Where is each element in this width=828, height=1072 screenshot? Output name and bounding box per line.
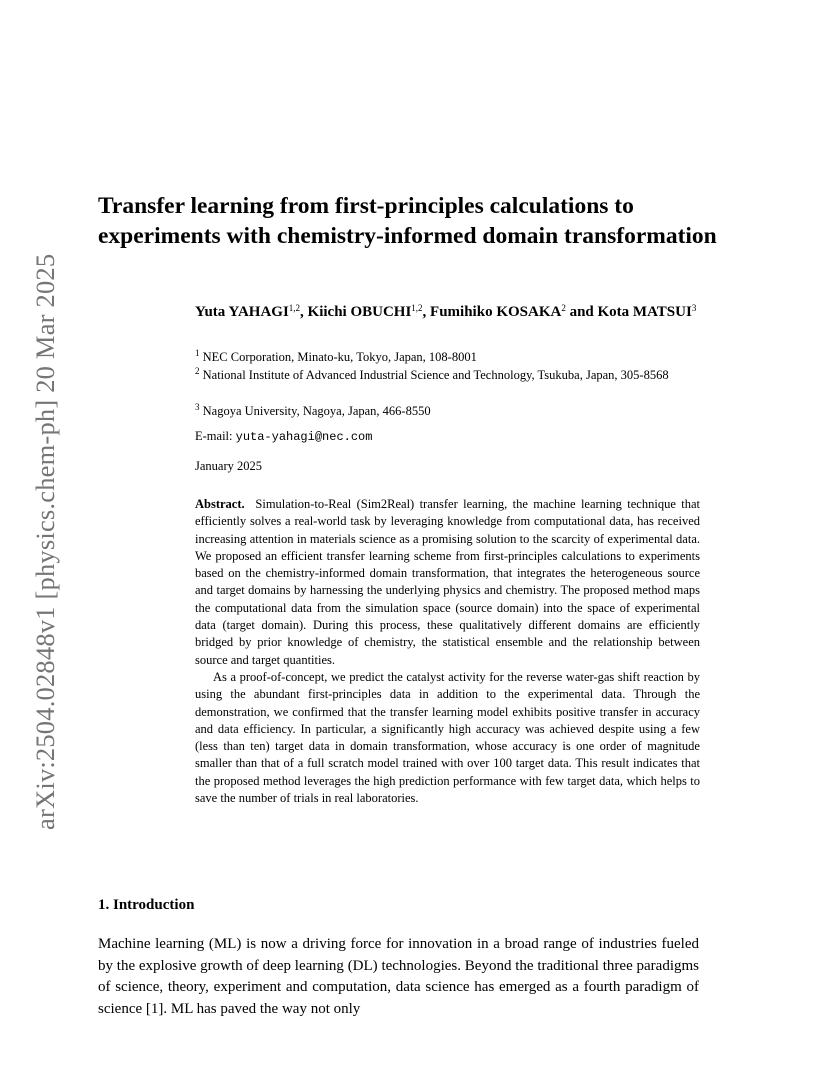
email-address[interactable]: yuta-yahagi@nec.com: [235, 430, 373, 444]
abstract-label: Abstract.: [195, 497, 245, 511]
section-heading-introduction: 1. Introduction: [98, 897, 195, 913]
abstract-paragraph-1: Abstract. Simulation-to-Real (Sim2Real) transfer learning, the machine learning technique that efficiently solves a real-world task by leveraging knowledge from computational data, has received increasing attention in materials science as a promising solution to the scarcity of experimental data. We proposed an efficient transfer learning scheme from first-principles calculations to experiments based on the chemistry-informed domain transformation, that integrates the heterogeneous source and target domains by harnessing the underlying physics and chemistry. The proposed method maps the computational data from the simulation space (source domain) into the space of experimental data (target domain). During this process, these qualitatively different domains are efficiently bridged by prior knowledge of chemistry, the statistical ensemble and the relationship between source and target quantities.: [195, 497, 700, 667]
affiliation-2: $^2$ National Institute of Advanced Industrial Science and Technology, Tsukuba, Japan, 305-8568: [195, 366, 669, 382]
abstract-paragraph-2: As a proof-of-concept, we predict the catalyst activity for the reverse water-gas shift reaction by using the abundant first-principles data in addition to the experimental data. Through the demonstration, we confirmed that the transfer learning model exhibits positive transfer in accuracy and data efficiency. In particular, a significantly high accuracy was achieved despite using a few (less than ten) target data in domain transformation, whose accuracy is one order of magnitude smaller than that of a full scratch model trained with over 100 target data. This result indicates that the proposed method leverages the high prediction performance with few target data, which helps to save the number of trials in real laboratories.: [195, 669, 700, 806]
email-line: [195, 427, 705, 446]
paper-title: Transfer learning from first-principles calculations to experiments with chemistry-informed domain transformation: [98, 193, 717, 249]
author-name: Fumihiko KOSAKA: [430, 304, 562, 320]
introduction-paragraph: Machine learning (ML) is now a driving force for innovation in a broad range of industries fueled by the explosive growth of deep learning (DL) technologies. Beyond the traditional three paradigms of science, theory, experiment and computation, data science has emerged as a fourth paradigm of science [1]. ML has paved the way not only: [98, 936, 699, 1017]
email-label: E-mail:: [195, 429, 233, 443]
author-list: Yuta YAHAGI$^{1,2}$, Kiichi OBUCHI$^{1,2}$, Fumihiko KOSAKA$^2$ and Kota MATSUI$^3$: [195, 303, 697, 320]
affiliation-1: $^1$ NEC Corporation, Minato-ku, Tokyo, Japan, 108-8001: [195, 348, 477, 364]
affiliation-3: $^3$ Nagoya University, Nagoya, Japan, 466-8550: [195, 402, 431, 418]
author-affiliation-mark: 1,2: [288, 303, 301, 313]
author-name: Kota MATSUI: [597, 304, 692, 320]
author-affiliation-mark: 1,2: [411, 303, 423, 313]
author-name: Kiichi OBUCHI: [307, 304, 412, 320]
author-affiliation-mark: 2: [561, 303, 566, 313]
paper-date: January 2025: [195, 459, 262, 473]
author-name: Yuta YAHAGI: [195, 304, 289, 320]
author-affiliation-mark: 3: [691, 303, 697, 313]
arxiv-watermark-text: arXiv:2504.02848v1 [physics.chem-ph] 20 Mar 2025: [30, 253, 60, 830]
abstract: [195, 496, 700, 807]
arxiv-watermark: [30, 235, 60, 830]
